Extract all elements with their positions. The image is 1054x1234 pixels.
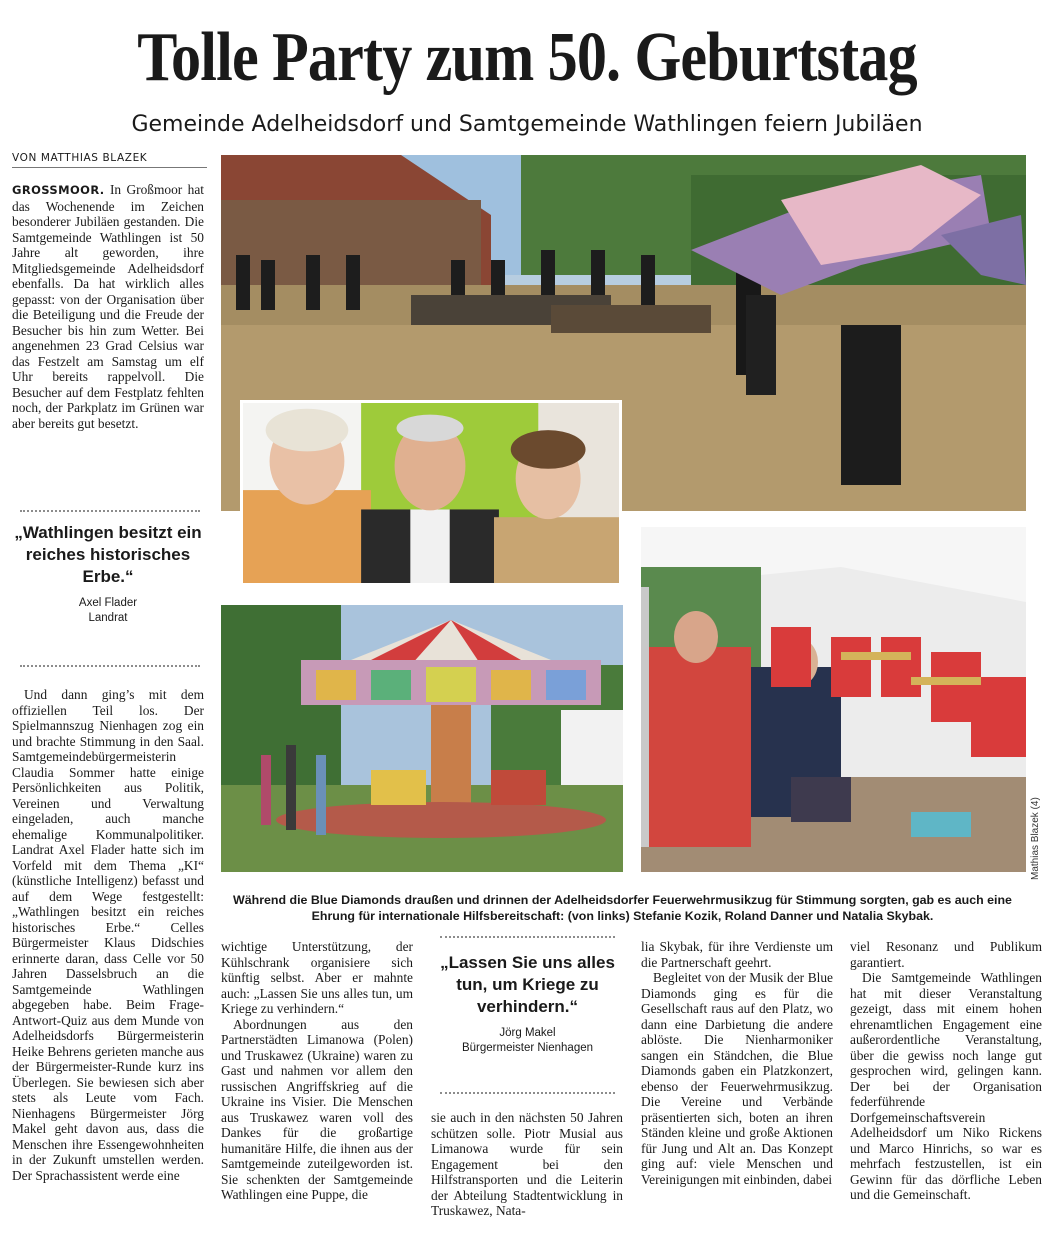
col2b-text: Abordnungen aus den Partnerstädten Limanowa (Polen) und Truskawez (Ukraine) waren zu Gast und nahmen vor allem den russischen Angriffskrieg auf die Ukraine ins Visier. Die Menschen aus Truskawez waren voll des Dankes für die großartige humanitäre Hilfe, die ihnen aus der Samtgemeinde zuteilgeworden ist. Sie schenkten der Samtgemeinde Wathlingen eine Puppe, die	[221, 1016, 413, 1202]
photo-caption: Während die Blue Diamonds draußen und drinnen der Adelheidsdorfer Feuerwehrmusikzug für Stimmung sorgten, gab es auch eine Ehrung für internationale Hilfsbereitschaft: (von links) Stefanie Kozik, Roland Danner und Natalia Skybak.	[233, 893, 1012, 923]
fire-brigade-band-tent-photo	[641, 527, 1026, 872]
col5b-text: Die Samtgemeinde Wathlingen hat mit dieser Veranstaltung gezeigt, dass mit einem hohen ehrenamtlichen Engagement eine außerordentliche Veranstaltung, über die gewiss noch lange gut gesprochen wird, gelingen kann. Der bei der Organisation federführende Dorfgemeinschaftsverein Adelheidsdorf um Niko Rickens und Marco Hinrichs, so war es mehrfach festzustellen, ist ein Gewinn für das dörfliche Leben und die Gemeinschaft.	[850, 970, 1042, 1202]
quote2-divider-bottom	[440, 1092, 615, 1094]
dateline: GROSSMOOR.	[12, 183, 105, 197]
quote2-divider-top	[440, 936, 615, 938]
pull-quote-1-author: Axel Flader	[78, 597, 138, 609]
photo-credit: Mathias Blazek (4)	[1030, 797, 1041, 880]
col5a-text: viel Resonanz und Publikum garantiert.	[850, 939, 1042, 970]
col3-text: sie auch in den nächsten 50 Jahren schützen solle. Piotr Musial aus Limanowa wurde für sein Engagement bei den Hilfstransporten und die Leiterin der Abteilung Stadtentwicklung in Truskawez, Nata-	[431, 1110, 623, 1218]
article-column-2	[221, 939, 413, 1203]
article-column-1	[12, 687, 204, 1183]
pull-quote-2-text: „Lassen Sie uns alles tun, um Kriege zu verhindern.“	[440, 953, 615, 1016]
article-column-1-intro	[12, 182, 204, 431]
pull-quote-1-role: Landrat	[88, 612, 128, 624]
col1-text: Und dann ging’s mit dem offiziellen Teil los. Der Spielmannszug Nienhagen zog ein und brachte Stimmung in den Saal. Samtgemeindebürgermeisterin Claudia Sommer hatte einige Persönlichkeiten aus Politik, Vereinen und Verwaltung eingeladen, auch manche ehemalige Kommunalpolitiker. Landrat Axel Flader hatte sich im Vorfeld mit dem Thema „KI“ (künstliche Intelligenz) befasst und auf dem Wege festgestellt: „Wathlingen besitzt ein reiches historisches Erbe.“ Celles Bürgermeister Klaus Didschies erinnerte daran, dass Celle vor 50 Jahren Dasselsbruch an die Samtgemeinde Wathlingen abgegeben habe. Beim Frage-Antwort-Quiz aus dem Munde von Adelheidsdorfs Bürgermeisterin Heike Behrens gerieten manche aus der Bürgermeister-Runde kurz ins Überlegen. Sie bewiesen sich aber stets als Leute vom Fach. Nienhagens Bürgermeister Jörg Makel geht davon aus, dass die Menschen ihre Essengewohnheiten in der Zukunft umstellen werden. Der Sprachassistent werde eine	[12, 687, 204, 1183]
subheadline: Gemeinde Adelheidsdorf und Samtgemeinde Wathlingen feiern Jubiläen	[131, 112, 923, 137]
pull-quote-1-text: „Wathlingen besitzt ein reiches historisches Erbe.“	[14, 523, 202, 586]
col4a-text: lia Skybak, für ihre Verdienste um die Partnerschaft geehrt.	[641, 939, 833, 970]
carousel-photo	[221, 605, 623, 872]
intro-text: In Großmoor hat das Wochenende im Zeichen besonderer Jubiläen gestanden. Die Samtgemeinde Wathlingen ist 50 Jahre alt geworden, ihre Mitgliedsgemeinde Adelheidsdorf ebenfalls. Da hat wirklich alles gepasst: von der Organisation über die Beteiligung und die Freude der Besucher bis hin zum Wetter. Bei angenehmen 23 Grad Celsius war das Festzelt am Samstag um elf Uhr bereits rappelvoll. Die Besucher auf dem Festplatz fehlten noch, der Parkplatz im Grünen war aber bereits gut besetzt.	[12, 182, 204, 431]
article-column-4	[641, 939, 833, 1187]
pull-quote-2	[430, 952, 625, 1056]
pull-quote-2-role: Bürgermeister Nienhagen	[461, 1042, 594, 1054]
three-people-portrait-photo	[240, 400, 622, 586]
col2-text: wichtige Unterstützung, der Kühlschrank organisiere sich künftig selbst. Aber er mahnte auch: „Lassen Sie uns alles tun, um Kriege zu verhindern.“	[221, 939, 413, 1016]
headline: Tolle Party zum 50. Geburtstag	[137, 19, 917, 96]
pull-quote-2-author: Jörg Makel	[499, 1027, 556, 1039]
article-column-3	[431, 1110, 623, 1219]
col4b-text: Begleitet von der Musik der Blue Diamonds ging es für die Gesellschaft raus auf den Platz, wo dann eine Darbietung die andere ablöste. Die Nienharmoniker sangen ein Ständchen, die Blue Diamonds gaben ein Platzkonzert, ebenso der Feuerwehrmusikzug. Die Vereine und Verbände präsentierten sich, boten an ihren Ständen kleine und große Aktionen für Jung und Alt an. Das Konzept ging auf: viele Menschen und Vereinigungen mit einbinden, dabei	[641, 970, 833, 1187]
quote1-divider-bottom	[20, 665, 200, 667]
article-column-5	[850, 939, 1042, 1203]
byline: VON MATTHIAS BLAZEK	[12, 152, 207, 168]
quote1-divider-top	[20, 510, 200, 512]
pull-quote-1	[12, 522, 204, 626]
